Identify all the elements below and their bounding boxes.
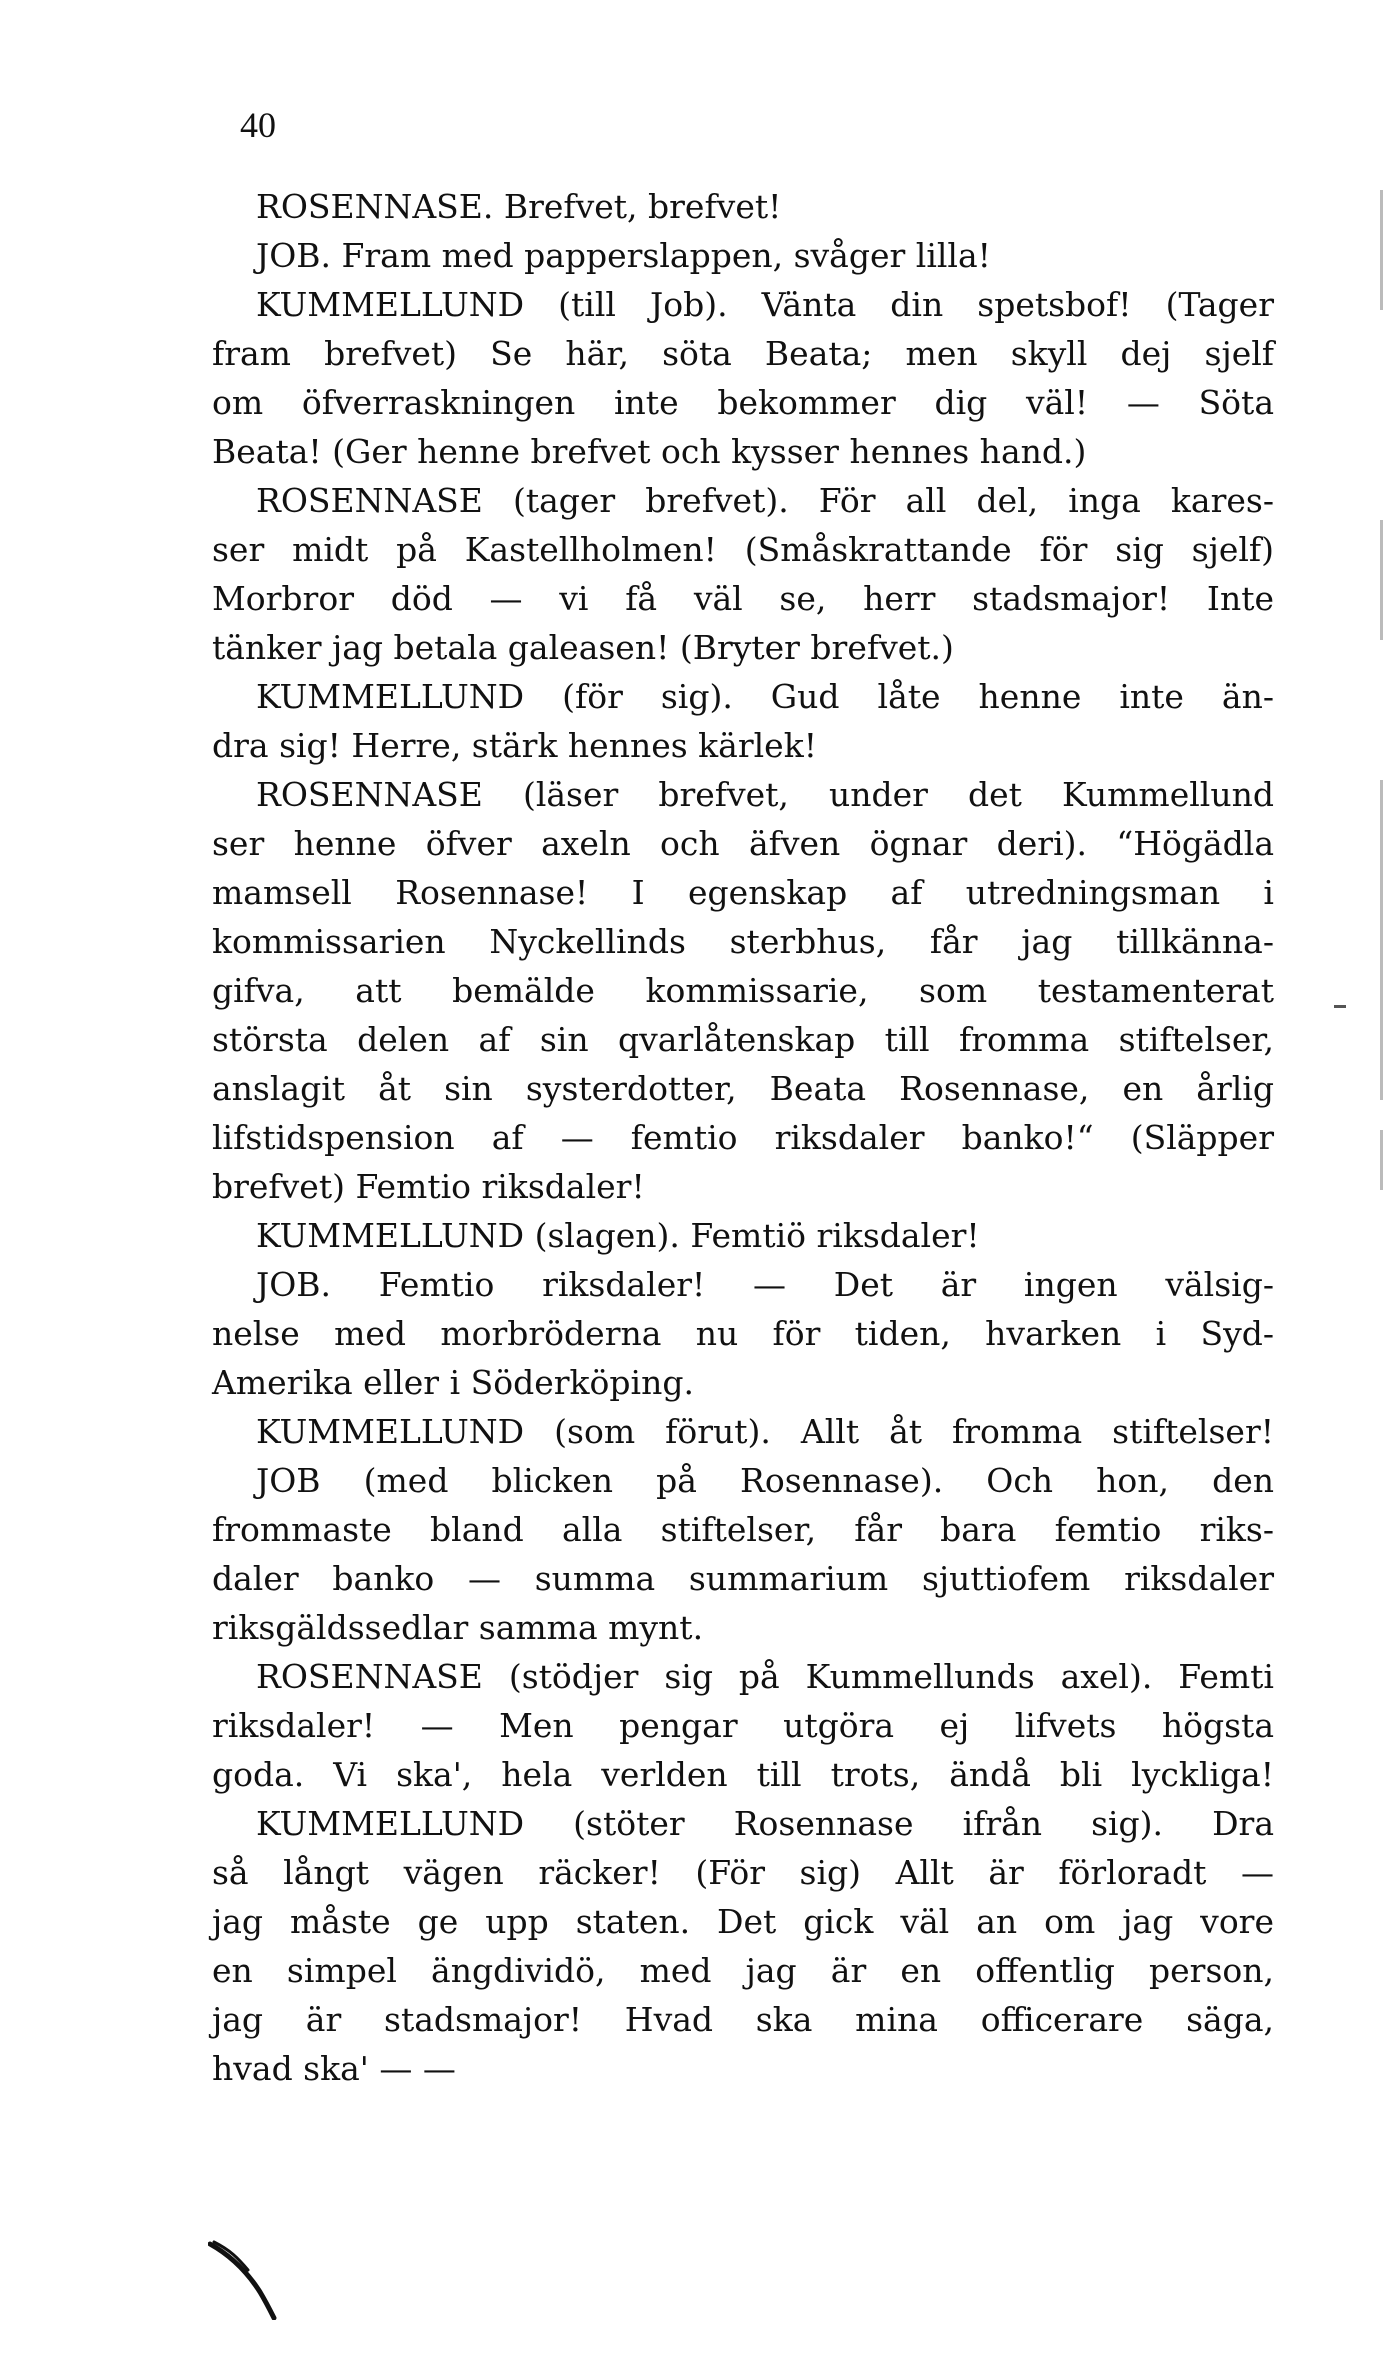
text-line: en simpel ängdividö, med jag är en offentlig person, xyxy=(212,1951,1274,1990)
text-line: anslagit åt sin systerdotter, Beata Rosennase, en årlig xyxy=(212,1069,1274,1108)
text-line: ROSENNASE (stödjer sig på Kummellunds axel). Femti xyxy=(256,1657,1274,1696)
text-line: KUMMELLUND (slagen). Femtiö riksdaler! xyxy=(256,1216,980,1255)
text-line: kommissarien Nyckellinds sterbhus, får jag tillkänna- xyxy=(212,922,1274,961)
text-line: mamsell Rosennase! I egenskap af utredningsman i xyxy=(212,873,1274,912)
text-line: JOB. Femtio riksdaler! — Det är ingen välsig- xyxy=(256,1265,1274,1304)
text-line: ser midt på Kastellholmen! (Småskrattande för sig sjelf) xyxy=(212,530,1274,569)
text-line: KUMMELLUND (för sig). Gud låte henne inte än- xyxy=(256,677,1274,716)
text-line: nelse med morbröderna nu för tiden, hvarken i Syd- xyxy=(212,1314,1274,1353)
margin-shadow xyxy=(1380,780,1383,1100)
text-line: JOB. Fram med papperslappen, svåger lilla! xyxy=(256,236,991,275)
text-line: om öfverraskningen inte bekommer dig väl! — Söta xyxy=(212,383,1274,422)
text-line: Amerika eller i Söderköping. xyxy=(212,1363,694,1402)
text-line: KUMMELLUND (som förut). Allt åt fromma stiftelser! xyxy=(256,1412,1274,1451)
text-line: Beata! (Ger henne brefvet och kysser hennes hand.) xyxy=(212,432,1087,471)
text-line: riksgäldssedlar samma mynt. xyxy=(212,1608,704,1647)
text-line: största delen af sin qvarlåtenskap till fromma stiftelser, xyxy=(212,1020,1274,1059)
text-line: ROSENNASE (läser brefvet, under det Kummellund xyxy=(256,775,1274,814)
text-line: frommaste bland alla stiftelser, får bara femtio riks- xyxy=(212,1510,1274,1549)
text-line: Morbror död — vi få väl se, herr stadsmajor! Inte xyxy=(212,579,1274,618)
text-line: lifstidspension af — femtio riksdaler banko!“ (Släpper xyxy=(212,1118,1274,1157)
text-line: jag är stadsmajor! Hvad ska mina officerare säga, xyxy=(212,2000,1274,2039)
text-line: så långt vägen räcker! (För sig) Allt är förloradt — xyxy=(212,1853,1274,1892)
text-line: gifva, att bemälde kommissarie, som testamenterat xyxy=(212,971,1274,1010)
text-line: fram brefvet) Se här, söta Beata; men skyll dej sjelf xyxy=(212,334,1274,373)
text-line: ROSENNASE. Brefvet, brefvet! xyxy=(256,187,782,226)
text-line: jag måste ge upp staten. Det gick väl an om jag vore xyxy=(212,1902,1274,1941)
text-line: tänker jag betala galeasen! (Bryter brefvet.) xyxy=(212,628,954,667)
play-text xyxy=(212,182,1274,2093)
text-line: goda. Vi ska', hela verlden till trots, ändå bli lyckliga! xyxy=(212,1755,1274,1794)
margin-shadow xyxy=(1380,190,1383,310)
printer-flourish-icon xyxy=(208,2240,278,2320)
text-line: KUMMELLUND (till Job). Vänta din spetsbof! (Tager xyxy=(256,285,1274,324)
text-line: dra sig! Herre, stärk hennes kärlek! xyxy=(212,726,817,765)
text-line: ROSENNASE (tager brefvet). För all del, inga kares- xyxy=(256,481,1274,520)
text-line: riksdaler! — Men pengar utgöra ej lifvets högsta xyxy=(212,1706,1274,1745)
text-line: brefvet) Femtio riksdaler! xyxy=(212,1167,645,1206)
margin-dash xyxy=(1334,1005,1346,1008)
margin-shadow xyxy=(1380,1130,1383,1190)
page-number: 40 xyxy=(240,105,276,145)
text-line: hvad ska' — — xyxy=(212,2049,456,2088)
text-line: JOB (med blicken på Rosennase). Och hon, den xyxy=(256,1461,1274,1500)
text-line: daler banko — summa summarium sjuttiofem riksdaler xyxy=(212,1559,1274,1598)
text-line: ser henne öfver axeln och äfven ögnar deri). “Högädla xyxy=(212,824,1274,863)
margin-shadow xyxy=(1380,520,1383,640)
text-line: KUMMELLUND (stöter Rosennase ifrån sig). Dra xyxy=(256,1804,1274,1843)
